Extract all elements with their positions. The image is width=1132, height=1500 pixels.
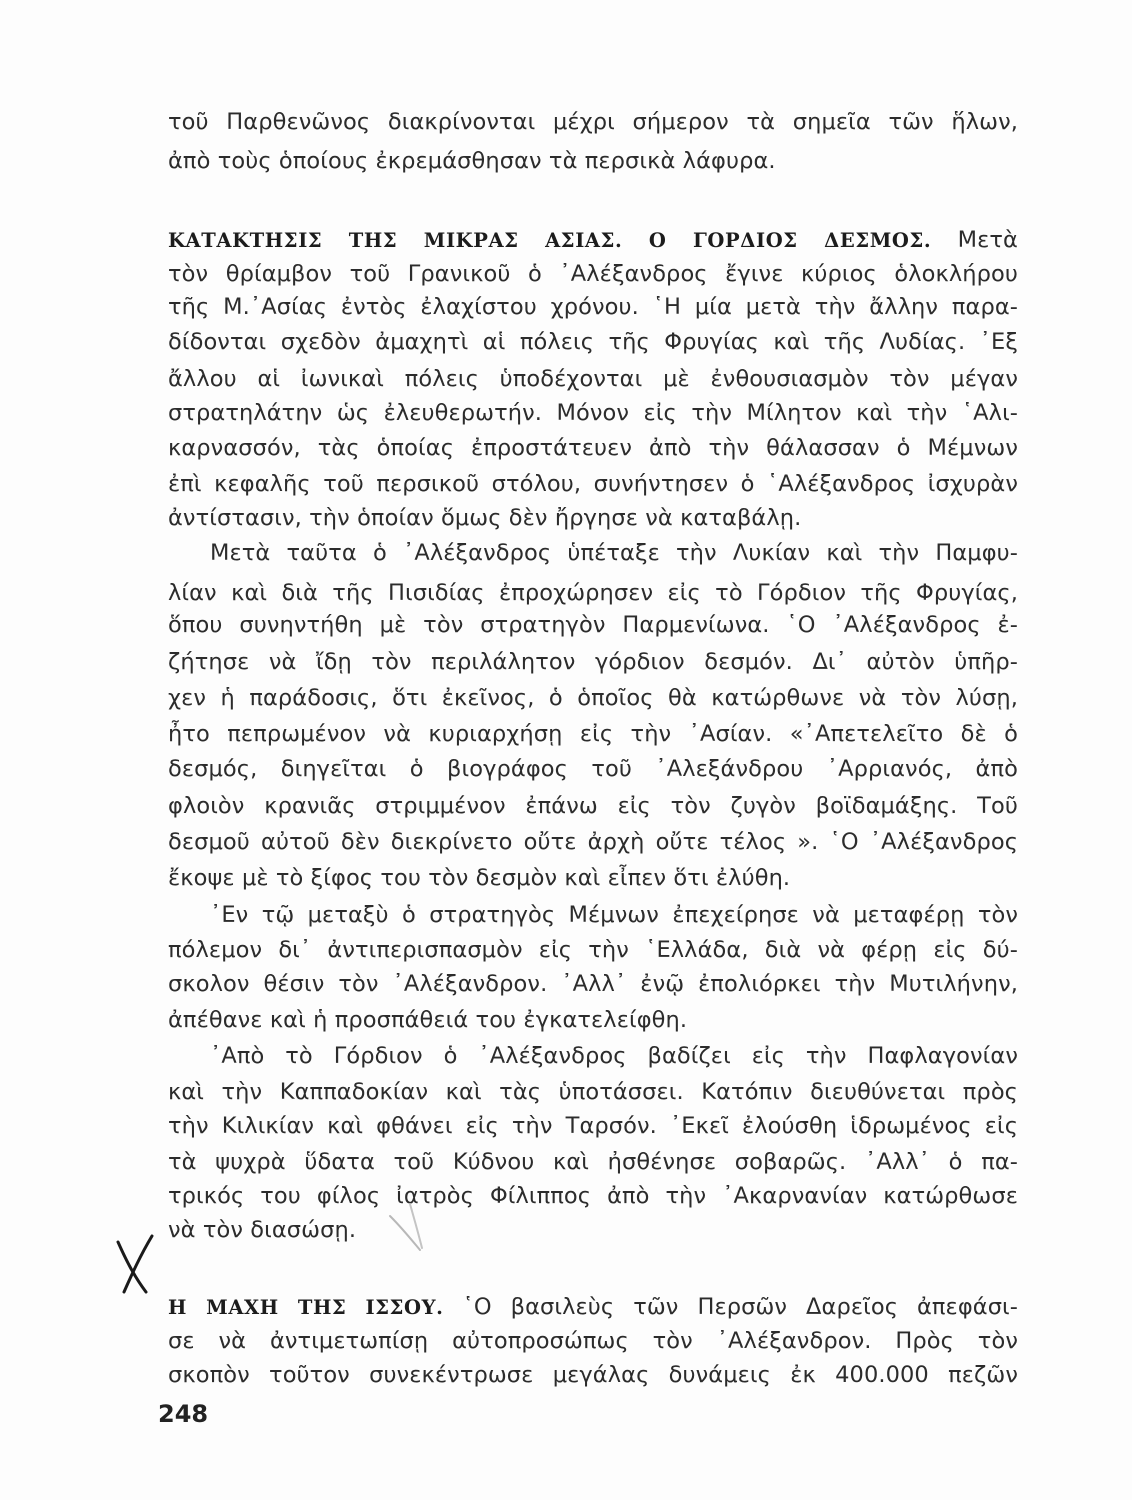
text-line: χεν ἡ παράδοσις, ὅτι ἐκεῖνος, ὁ ὁποῖος θὰ κατώρθωνε νὰ τὸν λύσῃ,: [168, 685, 1018, 711]
text-line: καὶ τὴν Καππαδοκίαν καὶ τὰς ὑποτάσσει. Κατόπιν διευθύνεται πρὸς: [168, 1079, 1018, 1105]
text-line: δεσμοῦ αὐτοῦ δὲν διεκρίνετο οὔτε ἀρχὴ οὔτε τέλος ». ῾Ο ᾿Αλέξανδρος: [168, 829, 1018, 855]
section-heading: Η ΜΑΧΗ ΤΗΣ ΙΣΣΟΥ.: [168, 1296, 444, 1319]
text-line: δίδονται σχεδὸν ἀμαχητὶ αἱ πόλεις τῆς Φρυγίας καὶ τῆς Λυδίας. ᾿Εξ: [168, 329, 1018, 355]
section-heading-line: [168, 224, 1018, 257]
text-line: ἀπέθανε καὶ ἡ προσπάθειά του ἐγκατελείφθη.: [168, 1007, 688, 1033]
text-line: ᾿Εν τῷ μεταξὺ ὁ στρατηγὸς Μέμνων ἐπεχείρησε νὰ μεταφέρῃ τὸν: [210, 902, 1018, 928]
text-line: ἦτο πεπρωμένον νὰ κυριαρχήσῃ εἰς τὴν ᾿Ασίαν. «᾿Απετελεῖτο δὲ ὁ: [168, 721, 1018, 747]
handwritten-x-mark-icon: [104, 1230, 164, 1300]
text-line: τὸν θρίαμβον τοῦ Γρανικοῦ ὁ ᾿Αλέξανδρος ἔγινε κύριος ὁλοκλήρου: [168, 261, 1018, 287]
text-line: τῆς Μ.᾿Ασίας ἐντὸς ἐλαχίστου χρόνου. ῾Η μία μετὰ τὴν ἄλλην παρα-: [168, 294, 1018, 320]
text-line: ῾Ο βασιλεὺς τῶν Περσῶν Δαρεῖος ἀπεφάσι-: [462, 1294, 1018, 1320]
text-line: τοῦ Παρθενῶνος διακρίνονται μέχρι σήμερον τὰ σημεῖα τῶν ἥλων,: [168, 109, 1018, 135]
text-line: καρνασσόν, τὰς ὁποίας ἐπροστάτευεν ἀπὸ τὴν θάλασσαν ὁ Μέμνων: [168, 435, 1018, 461]
text-line: νὰ τὸν διασώσῃ.: [168, 1217, 357, 1243]
text-line: ἐπὶ κεφαλῆς τοῦ περσικοῦ στόλου, συνήντησεν ὁ ῾Αλέξανδρος ἰσχυρὰν: [168, 471, 1018, 497]
text-line: δεσμός, διηγεῖται ὁ βιογράφος τοῦ ᾿Αλεξάνδρου ᾿Αρριανός, ἀπὸ: [168, 756, 1018, 782]
text-line: ἀπὸ τοὺς ὁποίους ἐκρεμάσθησαν τὰ περσικὰ λάφυρα.: [168, 148, 776, 174]
text-line: ζήτησε νὰ ἴδῃ τὸν περιλάλητον γόρδιον δεσμόν. Δι᾿ αὐτὸν ὑπῆρ-: [168, 649, 1018, 675]
text-line: Μετὰ: [957, 227, 1018, 253]
text-line: ἔκοψε μὲ τὸ ξίφος του τὸν δεσμὸν καὶ εἶπεν ὅτι ἐλύθη.: [168, 865, 791, 891]
text-line: λίαν καὶ διὰ τῆς Πισιδίας ἐπροχώρησεν εἰς τὸ Γόρδιον τῆς Φρυγίας,: [168, 580, 1018, 606]
text-line: Μετὰ ταῦτα ὁ ᾿Αλέξανδρος ὑπέταξε τὴν Λυκίαν καὶ τὴν Παμφυ-: [210, 540, 1018, 566]
section-heading-line: [168, 1291, 1018, 1324]
text-line: ἀντίστασιν, τὴν ὁποίαν ὅμως δὲν ἤργησε νὰ καταβάλῃ.: [168, 505, 802, 531]
text-line: ὅπου συνηντήθη μὲ τὸν στρατηγὸν Παρμενίωνα. ῾Ο ᾿Αλέξανδρος ἐ-: [168, 612, 1018, 638]
text-line: ᾿Απὸ τὸ Γόρδιον ὁ ᾿Αλέξανδρος βαδίζει εἰς τὴν Παφλαγονίαν: [210, 1043, 1018, 1069]
text-line: σκολον θέσιν τὸν ᾿Αλέξανδρον. ᾿Αλλ᾿ ἐνῷ ἐπολιόρκει τὴν Μυτιλήνην,: [168, 971, 1018, 997]
text-line: φλοιὸν κρανιᾶς στριμμένον ἐπάνω εἰς τὸν ζυγὸν βοϊδαμάξης. Τοῦ: [168, 793, 1018, 819]
text-line: στρατηλάτην ὡς ἐλευθερωτήν. Μόνον εἰς τὴν Μίλητον καὶ τὴν ῾Αλι-: [168, 400, 1018, 426]
text-line: τὰ ψυχρὰ ὕδατα τοῦ Κύδνου καὶ ἠσθένησε σοβαρῶς. ᾿Αλλ᾿ ὁ πα-: [168, 1149, 1018, 1175]
text-line: πόλεμον δι᾿ ἀντιπερισπασμὸν εἰς τὴν ῾Ελλάδα, διὰ νὰ φέρῃ εἰς δύ-: [168, 937, 1018, 963]
text-line: τρικός του φίλος ἰατρὸς Φίλιππος ἀπὸ τὴν ᾿Ακαρνανίαν κατώρθωσε: [168, 1183, 1018, 1209]
text-line: σε νὰ ἀντιμετωπίσῃ αὐτοπροσώπως τὸν ᾿Αλέξανδρον. Πρὸς τὸν: [168, 1328, 1018, 1354]
text-line: τὴν Κιλικίαν καὶ φθάνει εἰς τὴν Ταρσόν. ᾿Εκεῖ ἐλούσθη ἱδρωμένος εἰς: [168, 1113, 1018, 1139]
text-line: ἄλλου αἱ ἰωνικαὶ πόλεις ὑποδέχονται μὲ ἐνθουσιασμὸν τὸν μέγαν: [168, 366, 1018, 392]
section-heading: ΚΑΤΑΚΤΗΣΙΣ ΤΗΣ ΜΙΚΡΑΣ ΑΣΙΑΣ. Ο ΓΟΡΔΙΟΣ ΔΕΣΜΟΣ.: [168, 229, 932, 252]
page-number: 248: [158, 1400, 209, 1428]
text-line: σκοπὸν τοῦτον συνεκέντρωσε μεγάλας δυνάμεις ἐκ 400.000 πεζῶν: [168, 1362, 1018, 1388]
